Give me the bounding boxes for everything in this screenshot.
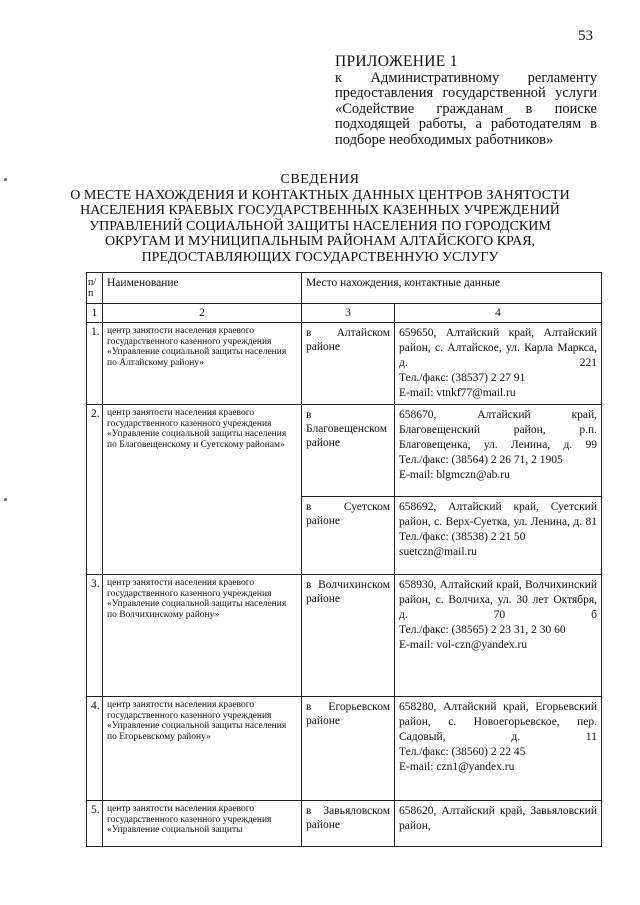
center-name: центр занятости населения краевого государственного казенного учреждения «Управление социальной защиты населения по Волчихинскому району» [103, 575, 302, 697]
index-cell: 1 [87, 304, 103, 323]
row-number: 5. [87, 801, 103, 847]
scan-dot [4, 498, 7, 501]
center-contact [395, 801, 602, 847]
center-place: в Суетском районе [302, 497, 395, 575]
email: E-mail: czn1@yandex.ru [399, 761, 515, 773]
address: 658930, Алтайский край, Волчихинский район, с. Волчиха, ул. 30 лет Октября, д. 70 б [399, 579, 597, 621]
phone: Тел./факс: (38565) 2 23 31, 2 30 60 [399, 624, 566, 636]
scan-dot [4, 178, 7, 181]
row-number: 1. [87, 323, 103, 405]
center-name: центр занятости населения краевого государственного казенного учреждения «Управление социальной защиты [103, 801, 302, 847]
email: suetczn@mail.ru [399, 546, 477, 558]
center-contact [395, 497, 602, 575]
center-place: в Алтайском районе [302, 323, 395, 405]
address: 659650, Алтайский край, Алтайский район, с. Алтайское, ул. Карла Маркса, д. 221 [399, 327, 597, 369]
table-row [87, 323, 602, 405]
table-header-row [87, 273, 602, 304]
appendix-block [335, 54, 597, 148]
center-name: центр занятости населения краевого государственного казенного учреждения «Управление социальной защиты населения по Егорьевскому району» [103, 697, 302, 801]
page-number: 53 [578, 28, 593, 44]
header-name: Наименование [103, 273, 302, 304]
index-cell: 3 [302, 304, 395, 323]
center-place: в Волчихинском районе [302, 575, 395, 697]
address: 658692, Алтайский край, Суетский район, с. Верх-Суетка, ул. Ленина, д. 81 [399, 501, 597, 528]
table-row [87, 405, 602, 497]
appendix-title: ПРИЛОЖЕНИЕ 1 [335, 53, 458, 70]
email: E-mail: vtnkf77@mail.ru [399, 387, 516, 399]
center-place: в Завьяловском районе [302, 801, 395, 847]
heading-subtitle: О МЕСТЕ НАХОЖДЕНИЯ И КОНТАКТНЫХ ДАННЫХ ЦЕНТРОВ ЗАНЯТОСТИ НАСЕЛЕНИЯ КРАЕВЫХ ГОСУДАРСТВЕННЫХ КАЗЕННЫХ УЧРЕЖДЕНИЙ УПРАВЛЕНИЙ СОЦИАЛЬНОЙ ЗАЩИТЫ НАСЕЛЕНИЯ ПО ГОРОДСКИМ ОКРУГАМ И МУНИЦИПАЛЬНЫМ РАЙОНАМ АЛТАЙСКОГО КРАЯ, ПРЕДОСТАВЛЯЮЩИХ ГОСУДАРСТВЕННУЮ УСЛУГУ [70, 187, 570, 265]
center-place: в Благовещенском районе [302, 405, 395, 497]
row-number: 2. [87, 405, 103, 575]
address: 658620, Алтайский край, Завьяловский район, [399, 805, 597, 832]
header-num: п/п [87, 273, 103, 304]
table-row [87, 697, 602, 801]
table-row [87, 801, 602, 847]
index-cell: 2 [103, 304, 302, 323]
header-location: Место нахождения, контактные данные [302, 273, 602, 304]
table-index-row [87, 304, 602, 323]
row-number: 4. [87, 697, 103, 801]
email: E-mail: vol-czn@yandex.ru [399, 639, 528, 651]
center-contact [395, 405, 602, 497]
address: 658670, Алтайский край, Благовещенский район, р.п. Благовещенка, ул. Ленина, д. 99 [399, 409, 597, 451]
center-contact [395, 697, 602, 801]
center-place: в Егорьевском районе [302, 697, 395, 801]
phone: Тел./факс: (38560) 2 22 45 [399, 746, 526, 758]
address: 658280, Алтайский край, Егорьевский район, с. Новоегорьевское, пер. Садовый, д. 11 [399, 701, 597, 743]
centers-table [86, 272, 602, 847]
appendix-body: к Административному регламенту предоставления государственной услуги «Содействие гражданам в поиске подходящей работы, а работодателям в подборе необходимых работников» [335, 69, 597, 148]
document-heading [60, 172, 580, 265]
center-name: центр занятости населения краевого государственного казенного учреждения «Управление социальной защиты населения по Алтайскому району» [103, 323, 302, 405]
row-number: 3. [87, 575, 103, 697]
center-contact [395, 575, 602, 697]
center-contact [395, 323, 602, 405]
index-cell: 4 [395, 304, 602, 323]
phone: Тел./факс: (38564) 2 26 71, 2 1905 [399, 454, 563, 466]
heading-title: СВЕДЕНИЯ [280, 172, 360, 187]
email: E-mail: blgmczn@ab.ru [399, 469, 510, 481]
table-row [87, 575, 602, 697]
phone: Тел./факс: (38538) 2 21 50 [399, 531, 526, 543]
center-name: центр занятости населения краевого государственного казенного учреждения «Управление социальной защиты населения по Благовещенскому и Суетскому районам» [103, 405, 302, 575]
phone: Тел./факс: (38537) 2 27 91 [399, 372, 526, 384]
